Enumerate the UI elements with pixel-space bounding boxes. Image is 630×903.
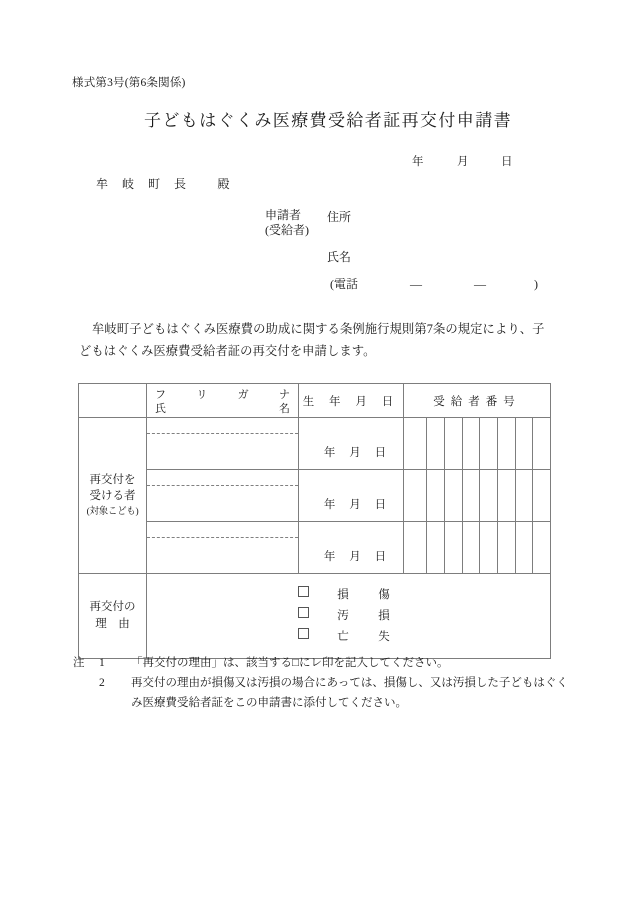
number-box[interactable] — [404, 418, 427, 469]
birthdate-ymd-labels — [317, 444, 393, 460]
header-shimei-left: 氏 — [155, 403, 166, 415]
number-box[interactable] — [498, 522, 516, 573]
birth-month-label: 月 — [349, 499, 361, 511]
number-box[interactable] — [463, 418, 481, 469]
reason-option-lost[interactable] — [147, 627, 550, 648]
page-title: 子どもはぐくみ医療費受給者証再交付申請書 — [144, 111, 512, 130]
reason-option-soiled[interactable] — [147, 606, 550, 627]
number-box[interactable] — [516, 418, 534, 469]
note-item — [73, 653, 573, 673]
birthdate-input-cell[interactable] — [299, 470, 404, 522]
reason-row — [79, 574, 551, 659]
applicant-label-line1: 申請者 — [265, 208, 302, 222]
birth-year-label: 年 — [323, 447, 336, 459]
table-row — [79, 522, 551, 574]
table-row — [79, 418, 551, 470]
date-year-label: 年 — [412, 156, 424, 168]
recipient-label-line3: (対象こども) — [86, 506, 139, 517]
reason-option-label: 損 傷 — [337, 588, 399, 601]
number-box[interactable] — [427, 418, 445, 469]
reason-label — [79, 574, 147, 659]
reason-label-line1: 再交付の — [89, 601, 136, 613]
birth-day-label: 日 — [374, 551, 387, 563]
header-blank-cell — [79, 384, 147, 418]
date-line — [412, 153, 513, 169]
number-box[interactable] — [533, 418, 550, 469]
notes-section — [73, 653, 573, 713]
recipient-number-cell[interactable] — [404, 470, 551, 522]
recipient-label-line1: 再交付を — [89, 473, 136, 486]
telephone-dash-1: — — [410, 277, 422, 291]
recipient-number-grid — [404, 418, 550, 469]
recipient-number-grid — [404, 470, 550, 521]
number-box[interactable] — [404, 522, 427, 573]
notes-marker: 注 — [73, 657, 85, 669]
birthdate-ymd-labels — [317, 496, 393, 512]
note-number: 1 — [99, 657, 105, 669]
number-box[interactable] — [480, 470, 498, 521]
number-box[interactable] — [516, 522, 534, 573]
birth-year-label: 年 — [323, 499, 336, 511]
furigana-divider — [147, 537, 298, 538]
note-item — [73, 673, 573, 713]
birthdate-input-cell[interactable] — [299, 418, 404, 470]
telephone-paren-close: ) — [534, 277, 538, 291]
recipient-number-cell[interactable] — [404, 522, 551, 574]
number-box[interactable] — [498, 470, 516, 521]
recipient-number-cell[interactable] — [404, 418, 551, 470]
number-box[interactable] — [533, 522, 550, 573]
checkbox-icon[interactable] — [298, 628, 309, 639]
header-recipient-number: 受給者番号 — [404, 384, 551, 418]
recipient-number-grid — [404, 522, 550, 573]
reason-option-label: 亡 失 — [337, 630, 399, 643]
note-text: 再交付の理由が損傷又は汚損の場合にあっては、損傷し、又は汚損した子どもはぐくみ医療費受給者証をこの申請書に添付してください。 — [131, 677, 568, 709]
number-box[interactable] — [463, 522, 481, 573]
date-day-label: 日 — [501, 156, 513, 168]
addressee-honorific: 殿 — [217, 177, 230, 191]
checkbox-icon[interactable] — [298, 607, 309, 618]
number-box[interactable] — [427, 470, 445, 521]
birth-day-label: 日 — [374, 447, 387, 459]
address-field-label: 住所 — [327, 210, 352, 224]
name-input-cell[interactable] — [147, 418, 299, 470]
number-box[interactable] — [445, 522, 463, 573]
header-birthdate: 生 年 月 日 — [299, 384, 404, 418]
date-month-label: 月 — [457, 156, 469, 168]
reason-option-label: 汚 損 — [337, 609, 399, 622]
recipient-label-line2: 受ける者 — [89, 489, 136, 502]
applicant-label — [265, 208, 309, 238]
number-box[interactable] — [404, 470, 427, 521]
number-box[interactable] — [445, 470, 463, 521]
recipient-row-label — [79, 418, 147, 574]
checkbox-icon[interactable] — [298, 586, 309, 597]
addressee — [96, 175, 230, 192]
name-input-cell[interactable] — [147, 522, 299, 574]
number-box[interactable] — [480, 418, 498, 469]
number-box[interactable] — [427, 522, 445, 573]
addressee-office: 牟 岐 町 長 — [96, 177, 192, 191]
application-body-paragraph: 牟岐町子どもはぐくみ医療費の助成に関する条例施行規則第7条の規定により、子どもはぐくみ医療費受給者証の再交付を申請します。 — [79, 322, 545, 358]
table-row — [79, 470, 551, 522]
note-number: 2 — [99, 677, 105, 689]
furigana-divider — [147, 433, 298, 434]
reason-label-line2: 理 由 — [95, 618, 130, 630]
header-shimei-right: 名 — [279, 403, 290, 415]
header-shimei — [155, 400, 290, 416]
table-header-row — [79, 384, 551, 418]
birth-month-label: 月 — [349, 447, 361, 459]
name-input-cell[interactable] — [147, 470, 299, 522]
number-box[interactable] — [463, 470, 481, 521]
name-field-label: 氏名 — [327, 250, 352, 264]
form-code: 様式第3号(第6条関係) — [72, 77, 186, 89]
number-box[interactable] — [516, 470, 534, 521]
birthdate-ymd-labels — [317, 548, 393, 564]
furigana-divider — [147, 485, 298, 486]
telephone-dash-2: — — [474, 277, 486, 291]
reason-option-damaged[interactable] — [147, 585, 550, 606]
number-box[interactable] — [480, 522, 498, 573]
birth-day-label: 日 — [374, 499, 387, 511]
header-furigana: フ リ ガ ナ — [155, 389, 290, 401]
reason-options — [147, 574, 551, 659]
birth-year-label: 年 — [323, 551, 336, 563]
number-box[interactable] — [445, 418, 463, 469]
telephone-label: (電話 — [330, 277, 358, 291]
birthdate-input-cell[interactable] — [299, 522, 404, 574]
number-box[interactable] — [533, 470, 550, 521]
number-box[interactable] — [498, 418, 516, 469]
birth-month-label: 月 — [349, 551, 361, 563]
applicant-label-line2: (受給者) — [265, 223, 309, 237]
telephone-field — [330, 275, 538, 292]
header-name-cell — [147, 384, 299, 418]
application-table — [78, 383, 551, 659]
note-text: 「再交付の理由」は、該当する□にレ印を記入してください。 — [131, 657, 449, 669]
